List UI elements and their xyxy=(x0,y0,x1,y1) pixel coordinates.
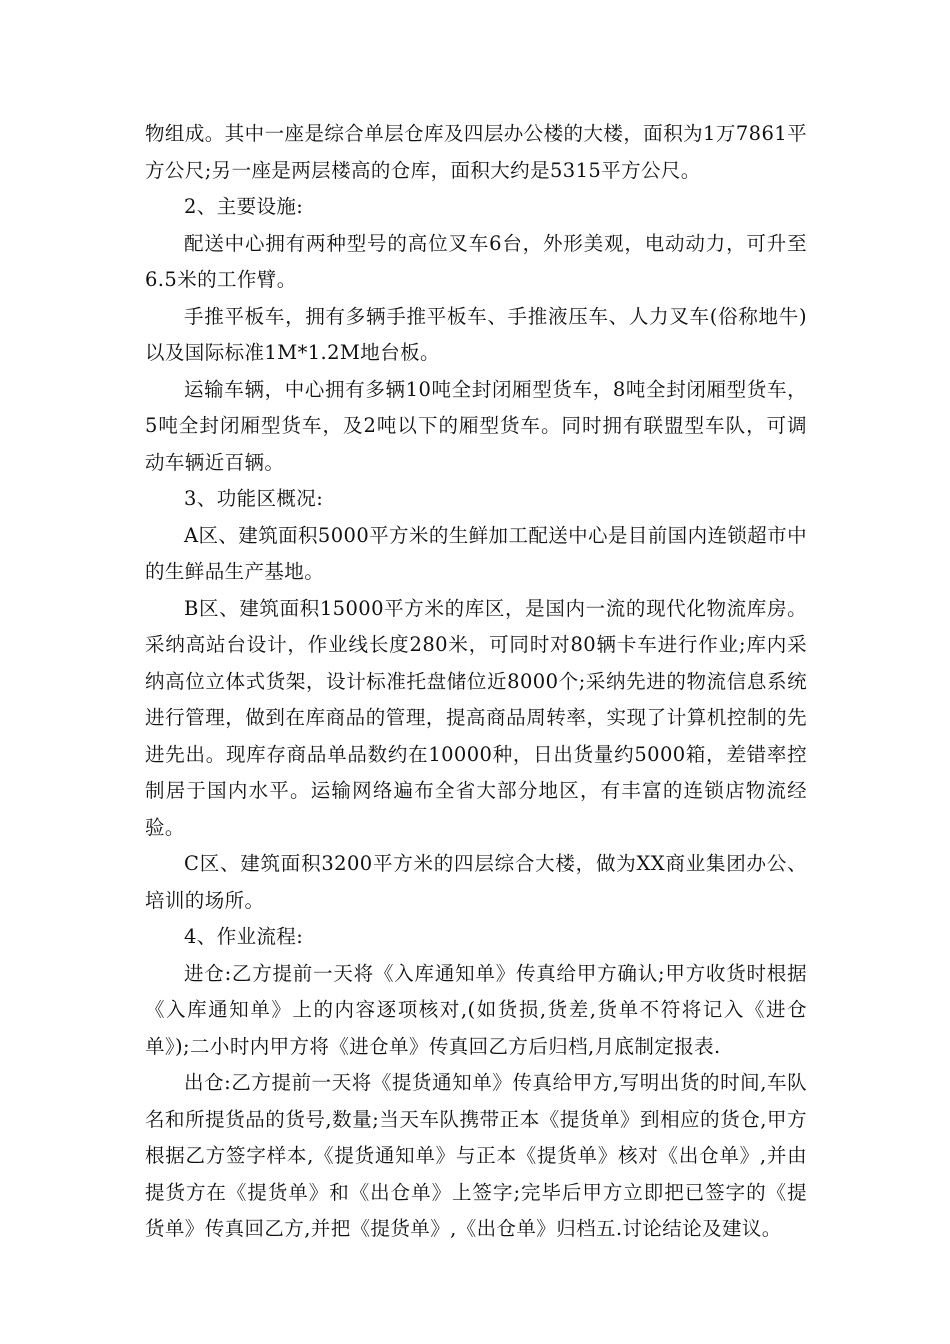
paragraph-zone-a: A区、建筑面积5000平方米的生鲜加工配送中心是目前国内连锁超市中的生鲜品生产基地。 xyxy=(145,523,807,583)
section-heading-workflow: 4、作业流程: xyxy=(184,925,304,948)
section-heading-main-facilities: 2、主要设施: xyxy=(184,195,304,218)
document-body xyxy=(145,116,807,1248)
paragraph-warehouse-in: 进仓:乙方提前一天将《入库通知单》传真给甲方确认;甲方收货时根据《入库通知单》上的内容逐项核对,(如货损,货差,货单不符将记入《进仓单》);二小时内甲方将《进仓单》传真回乙方后归档,月底制定报表. xyxy=(145,961,807,1058)
section-heading-functional-areas: 3、功能区概况: xyxy=(184,487,324,510)
paragraph-zone-b: B区、建筑面积15000平方米的库区，是国内一流的现代化物流库房。采纳高站台设计，作业线长度280米，可同时对80辆卡车进行作业;库内采纳高位立体式货架，设计标准托盘储位近8000个;采纳先进的物流信息系统进行管理，做到在库商品的管理，提高商品周转率，实现了计算机控制的先进先出。现库存商品单品数约在10000种，日出货量约5000箱，差错率控制居于国内水平。运输网络遍布全省大部分地区，有丰富的连锁店物流经验。 xyxy=(145,596,807,839)
paragraph-forklifts: 配送中心拥有两种型号的高位叉车6台，外形美观，电动动力，可升至6.5米的工作臂。 xyxy=(145,231,807,291)
paragraph-warehouse-out: 出仓:乙方提前一天将《提货通知单》传真给甲方,写明出货的时间,车队名和所提货品的货号,数量;当天车队携带正本《提货单》到相应的货仓,甲方根据乙方签字样本,《提货通知单》与正本《提货单》核对《出仓单》,并由提货方在《提货单》和《出仓单》上签字;完毕后甲方立即把已签字的《提货单》传真回乙方,并把《提货单》,《出仓单》归档五.讨论结论及建议。 xyxy=(145,1071,807,1240)
paragraph-transport-vehicles: 运输车辆，中心拥有多辆10吨全封闭厢型货车，8吨全封闭厢型货车，5吨全封闭厢型货车，及2吨以下的厢型货车。同时拥有联盟型车队，可调动车辆近百辆。 xyxy=(145,377,807,474)
paragraph-building-area: 物组成。其中一座是综合单层仓库及四层办公楼的大楼，面积为1万7861平方公尺;另一座是两层楼高的仓库，面积大约是5315平方公尺。 xyxy=(145,122,807,182)
paragraph-zone-c: C区、建筑面积3200平方米的四层综合大楼，做为XX商业集团办公、培训的场所。 xyxy=(145,852,807,912)
paragraph-hand-trucks: 手推平板车，拥有多辆手推平板车、手推液压车、人力叉车(俗称地牛)以及国际标准1M*1.2M地台板。 xyxy=(145,304,807,364)
